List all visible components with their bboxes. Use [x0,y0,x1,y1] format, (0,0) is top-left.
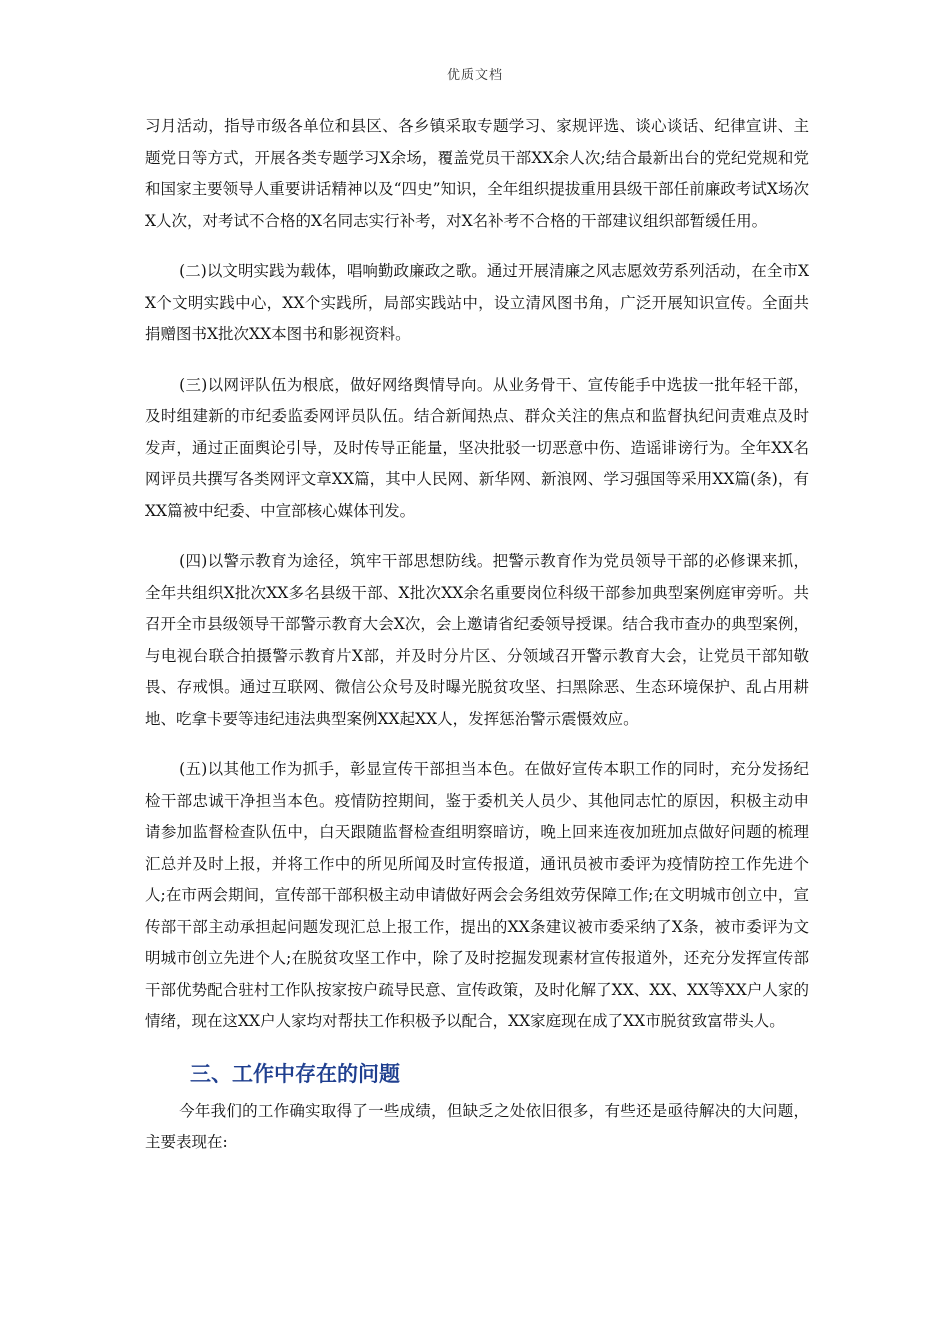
section-heading: 三、工作中存在的问题 [190,1061,400,1086]
paragraph-item-3: (三)以网评队伍为根底，做好网络舆情导向。从业务骨干、宣传能手中选拔一批年轻干部，及时组建新的市纪委监委网评员队伍。结合新闻热点、群众关注的焦点和监督执纪问责难点及时发声，通过正面舆论引导，及时传导正能量，坚决批驳一切恶意中伤、造谣诽谤行为。全年XX名网评员共撰写各类网评文章XX篇，其中人民网、新华网、新浪网、学习强国等采用XX篇(条)，有XX篇被中纪委、中宣部核心媒体刊发。 [145,375,809,520]
paragraph-item-2: (二)以文明实践为载体，唱响勤政廉政之歌。通过开展清廉之风志愿效劳系列活动，在全市XX个文明实践中心，XX个实践所，局部实践站中，设立清风图书角，广泛开展知识宣传。全面共捐赠图书X批次XX本图书和影视资料。 [145,262,809,343]
paragraph-item-4: (四)以警示教育为途径，筑牢干部思想防线。把警示教育作为党员领导干部的必修课来抓，全年共组织X批次XX多名县级干部、X批次XX余名重要岗位科级干部参加典型案例庭审旁听。共召开全市县级领导干部警示教育大会X次，会上邀请省纪委领导授课。结合我市查办的典型案例，与电视台联合拍摄警示教育片X部，并及时分片区、分领域召开警示教育大会，让党员干部知敬畏、存戒惧。通过互联网、微信公众号及时曝光脱贫攻坚、扫黑除恶、生态环境保护、乱占用耕地、吃拿卡要等违纪违法典型案例XX起XX人，发挥惩治警示震慑效应。 [145,552,809,728]
document-body [145,111,809,1159]
page-header: 优质文档 [446,68,503,83]
section-intro-paragraph: 今年我们的工作确实取得了一些成绩，但缺乏之处依旧很多，有些还是亟待解决的大问题，主要表现在: [145,1101,809,1151]
paragraph-item-5: (五)以其他工作为抓手，彰显宣传干部担当本色。在做好宣传本职工作的同时，充分发扬纪检干部忠诚干净担当本色。疫情防控期间，鉴于委机关人员少、其他同志忙的原因，积极主动申请参加监督检查队伍中，白天跟随监督检查组明察暗访，晚上回来连夜加班加点做好问题的梳理汇总并及时上报，并将工作中的所见所闻及时宣传报道，通讯员被市委评为疫情防控工作先进个人;在市两会期间，宣传部干部积极主动申请做好两会会务组效劳保障工作;在文明城市创立中，宣传部干部主动承担起问题发现汇总上报工作，提出的XX条建议被市委采纳了X条，被市委评为文明城市创立先进个人;在脱贫攻坚工作中，除了及时挖掘发现素材宣传报道外，还充分发挥宣传部干部优势配合驻村工作队按家按户疏导民意、宣传政策，及时化解了XX、XX、XX等XX户人家的情绪，现在这XX户人家均对帮扶工作积极予以配合，XX家庭现在成了XX市脱贫致富带头人。 [145,760,809,1030]
paragraph-continuation: 习月活动，指导市级各单位和县区、各乡镇采取专题学习、家规评选、谈心谈话、纪律宣讲、主题党日等方式，开展各类专题学习X余场，覆盖党员干部XX余人次;结合最新出台的党纪党规和党和国家主要领导人重要讲话精神以及“四史”知识，全年组织提拔重用县级干部任前廉政考试X场次X人次，对考试不合格的X名同志实行补考，对X名补考不合格的干部建议组织部暂缓任用。 [145,117,809,230]
